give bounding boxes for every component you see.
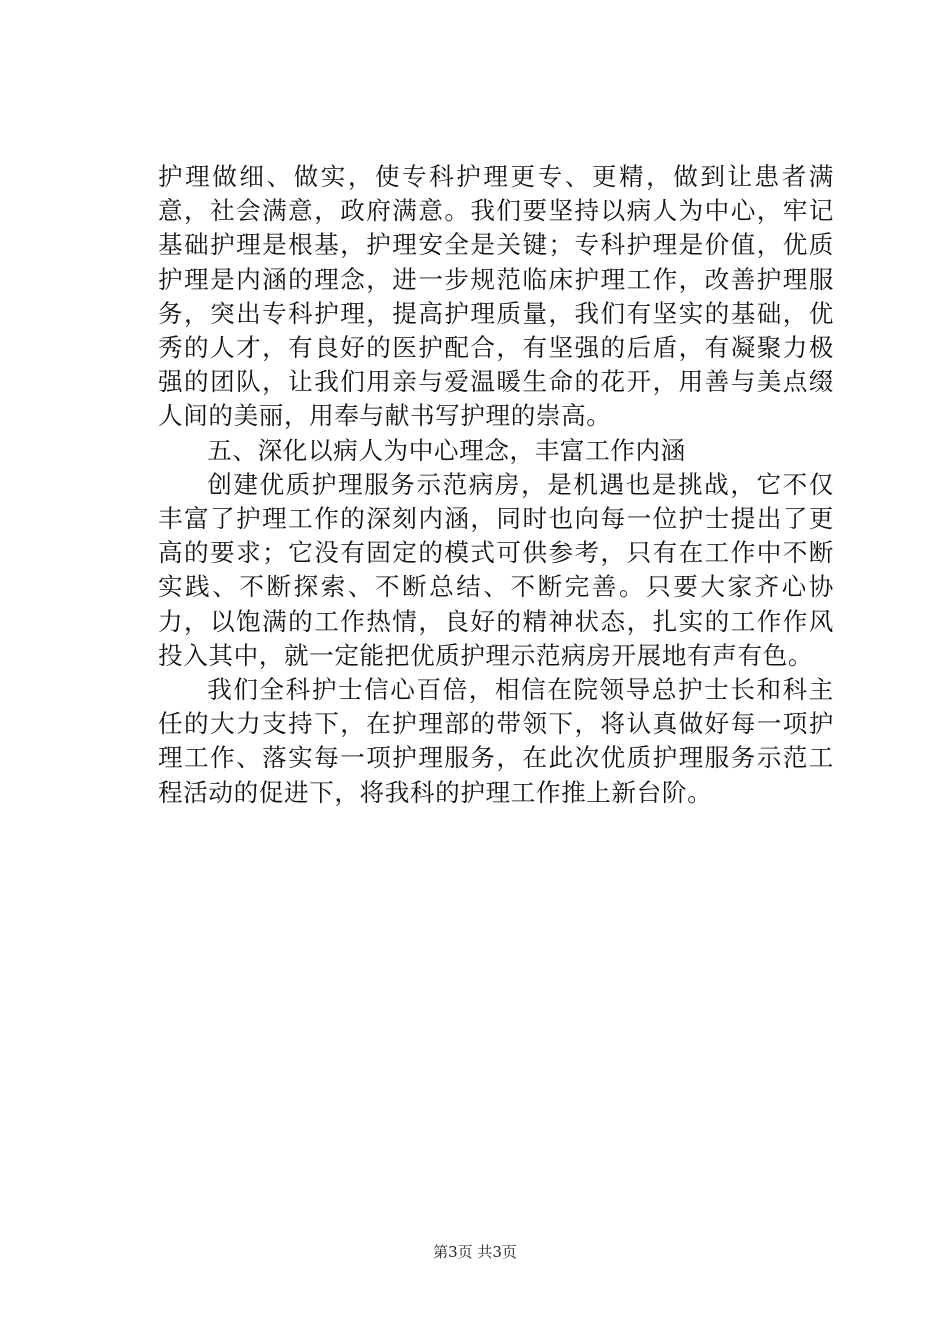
paragraph: 我们全科护士信心百倍，相信在院领导总护士长和科主任的大力支持下，在护理部的带领下，将认真做好每一项护理工作、落实每一项护理服务，在此次优质护理服务示范工程活动的促进下，将我科的护理工作推上新台阶。 — [158, 675, 834, 807]
section-heading: 五、深化以病人为中心理念，丰富工作内涵 — [207, 435, 686, 465]
paragraph: 创建优质护理服务示范病房，是机遇也是挑战，它不仅丰富了护理工作的深刻内涵，同时也向每一位护士提出了更高的要求；它没有固定的模式可供参考，只有在工作中不断实践、不断探索、不断总结、不断完善。只要大家齐心协力，以饱满的工作热情，良好的精神状态，扎实的工作作风投入其中，就一定能把优质护理示范病房开展地有声有色。 — [158, 469, 834, 670]
document-body — [158, 160, 834, 810]
page-footer: 第3页 共3页 — [433, 1243, 517, 1261]
paragraph-continuation: 护理做细、做实，使专科护理更专、更精，做到让患者满意，社会满意，政府满意。我们要坚持以病人为中心，牢记基础护理是根基，护理安全是关键；专科护理是价值，优质护理是内涵的理念，进一步规范临床护理工作，改善护理服务，突出专科护理，提高护理质量，我们有坚实的基础，优秀的人才，有良好的医护配合，有坚强的后盾，有凝聚力极强的团队，让我们用亲与爱温暖生命的花开，用善与美点缀人间的美丽，用奉与献书写护理的崇高。 — [158, 162, 834, 431]
